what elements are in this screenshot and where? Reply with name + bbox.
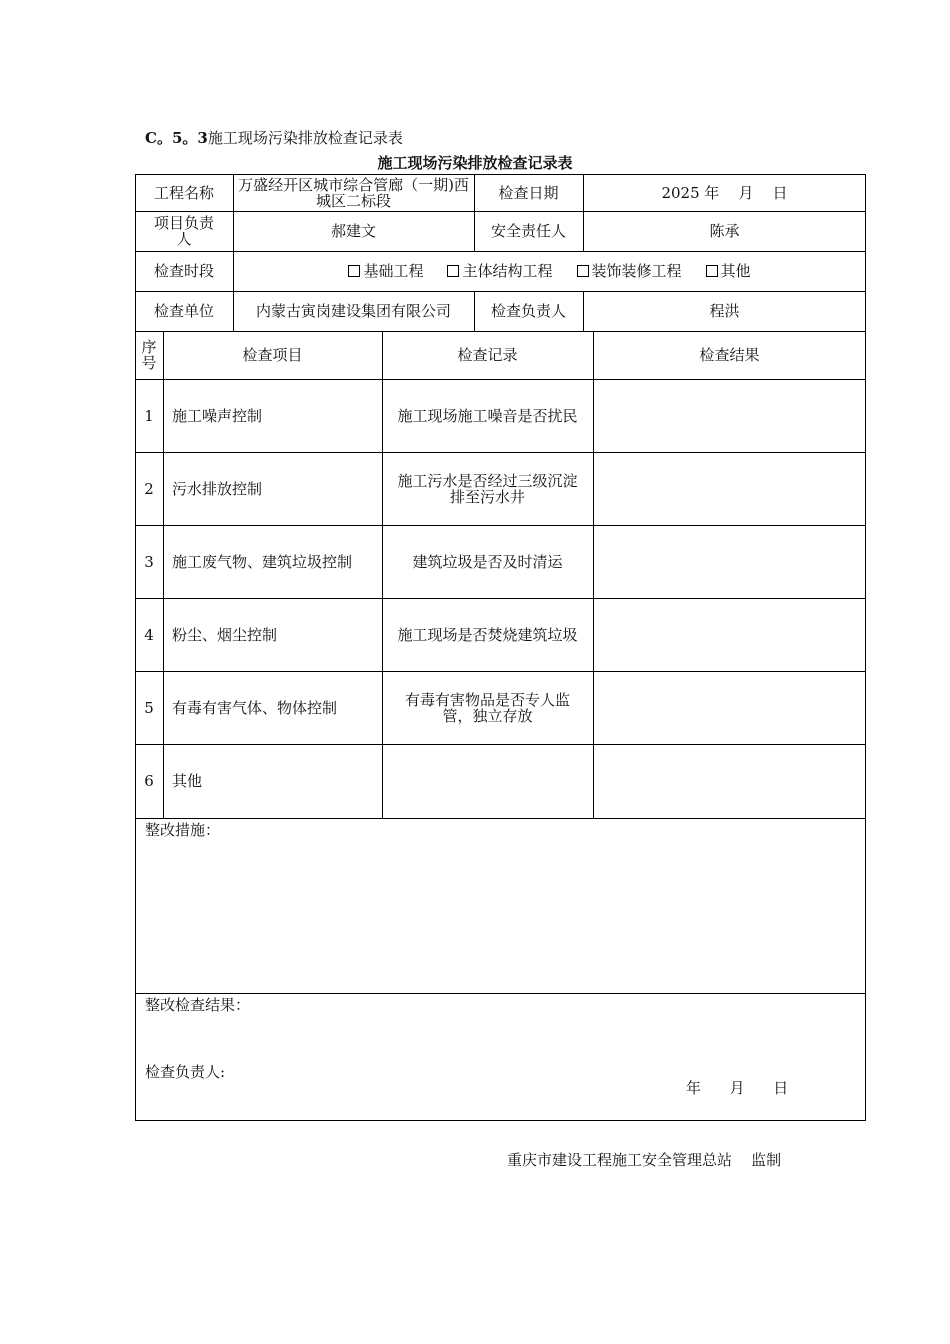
row-no: 1 <box>144 406 154 425</box>
column-header-item: 检查项目 <box>242 346 303 364</box>
row-result[interactable] <box>593 671 866 744</box>
row-item: 有毒有害气体、物体控制 <box>172 698 338 717</box>
project-name-value: 万盛经开区城市综合管廊（一期)西城区二标段 <box>238 175 469 210</box>
period-option-main-structure[interactable]: 主体结构工程 <box>447 263 552 279</box>
column-header-record: 检查记录 <box>457 346 518 364</box>
checkbox-icon[interactable] <box>706 265 718 277</box>
row-item: 污水排放控制 <box>172 479 263 498</box>
check-unit-label: 检查单位 <box>153 302 214 320</box>
row-result[interactable] <box>593 379 866 452</box>
rectification-label: 整改措施： <box>145 821 221 839</box>
recheck-date: 年 月 日 <box>686 1079 789 1097</box>
row-result[interactable] <box>593 598 866 671</box>
row-record: 施工污水是否经过三级沉淀排至污水井 <box>397 471 578 506</box>
row-no: 5 <box>144 698 154 717</box>
form-title: 施工现场污染排放检查记录表 <box>377 154 573 172</box>
project-name-label: 工程名称 <box>153 183 214 202</box>
row-no: 3 <box>144 552 154 571</box>
checkbox-icon[interactable] <box>577 265 589 277</box>
row-record: 建筑垃圾是否及时清运 <box>412 552 563 571</box>
row-item: 粉尘、烟尘控制 <box>172 625 278 644</box>
row-record <box>382 744 593 818</box>
project-manager-value: 郝建文 <box>330 222 376 240</box>
column-header-result: 检查结果 <box>699 346 760 364</box>
row-record: 施工现场是否焚烧建筑垃圾 <box>397 625 578 644</box>
row-item: 施工噪声控制 <box>172 406 263 425</box>
checkbox-icon[interactable] <box>447 265 459 277</box>
row-no: 6 <box>144 772 154 790</box>
row-record: 有毒有害物品是否专人监管，独立存放 <box>404 690 570 725</box>
checkbox-icon[interactable] <box>348 265 360 277</box>
check-period-options <box>233 251 866 291</box>
period-option-foundation[interactable]: 基础工程 <box>348 263 423 279</box>
check-date-value: 2025 年 月 日 <box>661 183 788 202</box>
safety-officer-value: 陈承 <box>709 222 740 240</box>
row-item: 施工废气物、建筑垃圾控制 <box>172 552 353 571</box>
check-unit-value: 内蒙古寅岗建设集团有限公司 <box>255 302 451 320</box>
form-code-text: 施工现场污染排放检查记录表 <box>207 129 403 147</box>
safety-officer-label: 安全责任人 <box>490 222 566 240</box>
row-item: 其他 <box>172 772 203 790</box>
period-option-decoration[interactable]: 装饰装修工程 <box>577 263 682 279</box>
row-result[interactable] <box>593 744 866 818</box>
column-header-no: 序号 <box>141 338 157 372</box>
period-option-other[interactable]: 其他 <box>706 263 751 279</box>
row-no: 2 <box>144 479 154 498</box>
row-result[interactable] <box>593 452 866 525</box>
check-date-label: 检查日期 <box>498 183 559 202</box>
row-no: 4 <box>144 625 154 644</box>
check-period-label: 检查时段 <box>153 262 214 280</box>
inspector-label: 检查负责人 <box>490 302 566 320</box>
inspector-value: 程洪 <box>709 302 740 320</box>
recheck-result-label: 整改检查结果： <box>145 996 251 1014</box>
recheck-person-label: 检查负责人: <box>145 1063 226 1081</box>
row-record: 施工现场施工噪音是否扰民 <box>397 406 578 425</box>
issuer-footer: 重庆市建设工程施工安全管理总站 监制 <box>507 1151 782 1169</box>
project-manager-label: 项目负责人 <box>153 214 214 248</box>
form-code: C。5。3 <box>145 129 208 147</box>
form-code-heading <box>145 127 403 148</box>
row-result[interactable] <box>593 525 866 598</box>
